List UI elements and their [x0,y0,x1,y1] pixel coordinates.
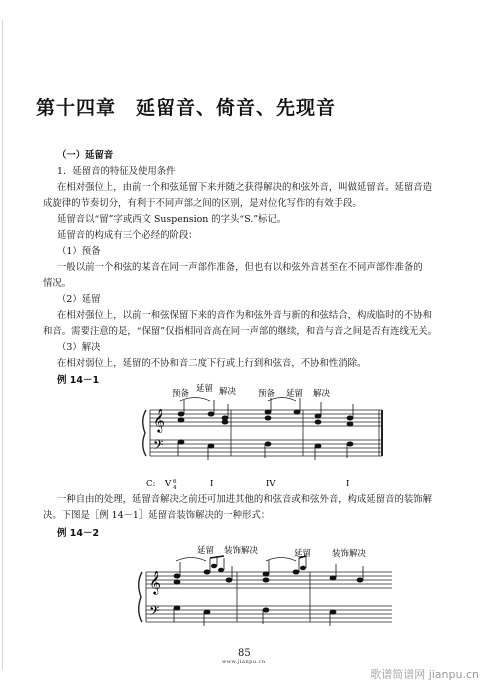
annotation-suspension: 延留 [294,549,312,559]
step-heading-resolution: （3）解决 [57,342,101,353]
paragraph-line: 在相对弱位上，延留的不协和音二度下行或上行到和弦音，不协和性消除。 [57,358,367,369]
paragraph-line: 成旋律的节奏切分，有利于不同声部之间的区别，是对位化写作的有效手段。 [43,198,362,209]
roman-numeral: I [346,479,350,489]
subheading-1: 1．延留音的特征及使用条件 [57,166,176,177]
annotation-suspension: 延留 [197,546,215,556]
annotation-resolution: 解决 [313,389,331,399]
paragraph-line: 延留音的构成有三个必经的阶段： [57,230,198,241]
page-number: 85 [238,648,251,659]
bass-clef-icon: 𝄢 [153,437,164,456]
step-heading-preparation: （1）预备 [57,246,101,257]
paragraph-line: 一般以前一个和弦的某音在同一声部作准备，但也有以和弦外音甚至在不同声部作准备的 [57,262,423,273]
paragraph-line: 延留音以“留”字或西文 Suspension 的字头“S.”标记。 [57,214,287,225]
roman-numeral: IV [266,479,276,489]
page-footer: www.jianpu.cn [222,659,266,665]
step-heading-suspension: （2）延留 [57,294,101,305]
treble-clef-icon: 𝄞 [153,408,165,432]
example-label-14-1: 例 14－1 [57,375,100,386]
annotation-suspension: 延留 [286,389,304,399]
roman-numeral: V [165,479,172,489]
annotation-resolution: 解决 [219,387,237,397]
annotation-preparation: 预备 [258,389,276,399]
figured-bass-upper: 6 [173,479,177,485]
section-heading: （一）延留音 [57,150,114,161]
annotation-suspension: 延留 [196,384,214,394]
paragraph-line: 在相对强位上，以前一和弦保留下来的音作为和弦外音与新的和弦结合，构成临时的不协和 [57,310,433,321]
paragraph-line: 和音。需要注意的是，“保留”仅指相同音高在同一声部的继续，和音与音之间是否有连线无关。 [43,326,437,337]
key-label: C: [146,479,156,489]
paragraph-line: 决。下图是［例 14－1］延留音装饰解决的一种形式： [43,510,271,521]
bass-clef-icon: 𝄢 [149,603,160,622]
figured-bass-lower: 4 [173,485,177,491]
paragraph-line: 在相对强位上，由前一个和弦延留下来并随之获得解决的和弦外音，叫做延留音。延留音造 [57,182,433,193]
watermark: 歌谱简谱网 jianpu.cn [370,668,479,681]
paragraph-line: 一种自由的处理，延留音解决之前还可加进其他的和弦音或和弦外音，构成延留音的装饰解 [57,494,433,505]
annotation-ornamental-resolution: 装饰解决 [332,549,367,559]
chapter-title: 第十四章 延留音、倚音、先现音 [36,97,337,119]
annotation-preparation: 预备 [172,389,190,399]
annotation-ornamental-resolution: 装饰解决 [224,546,259,556]
roman-numeral: I [210,479,214,489]
example-label-14-2: 例 14－2 [57,528,100,539]
treble-clef-icon: 𝄞 [149,570,161,594]
paragraph-line: 情况。 [43,278,72,289]
